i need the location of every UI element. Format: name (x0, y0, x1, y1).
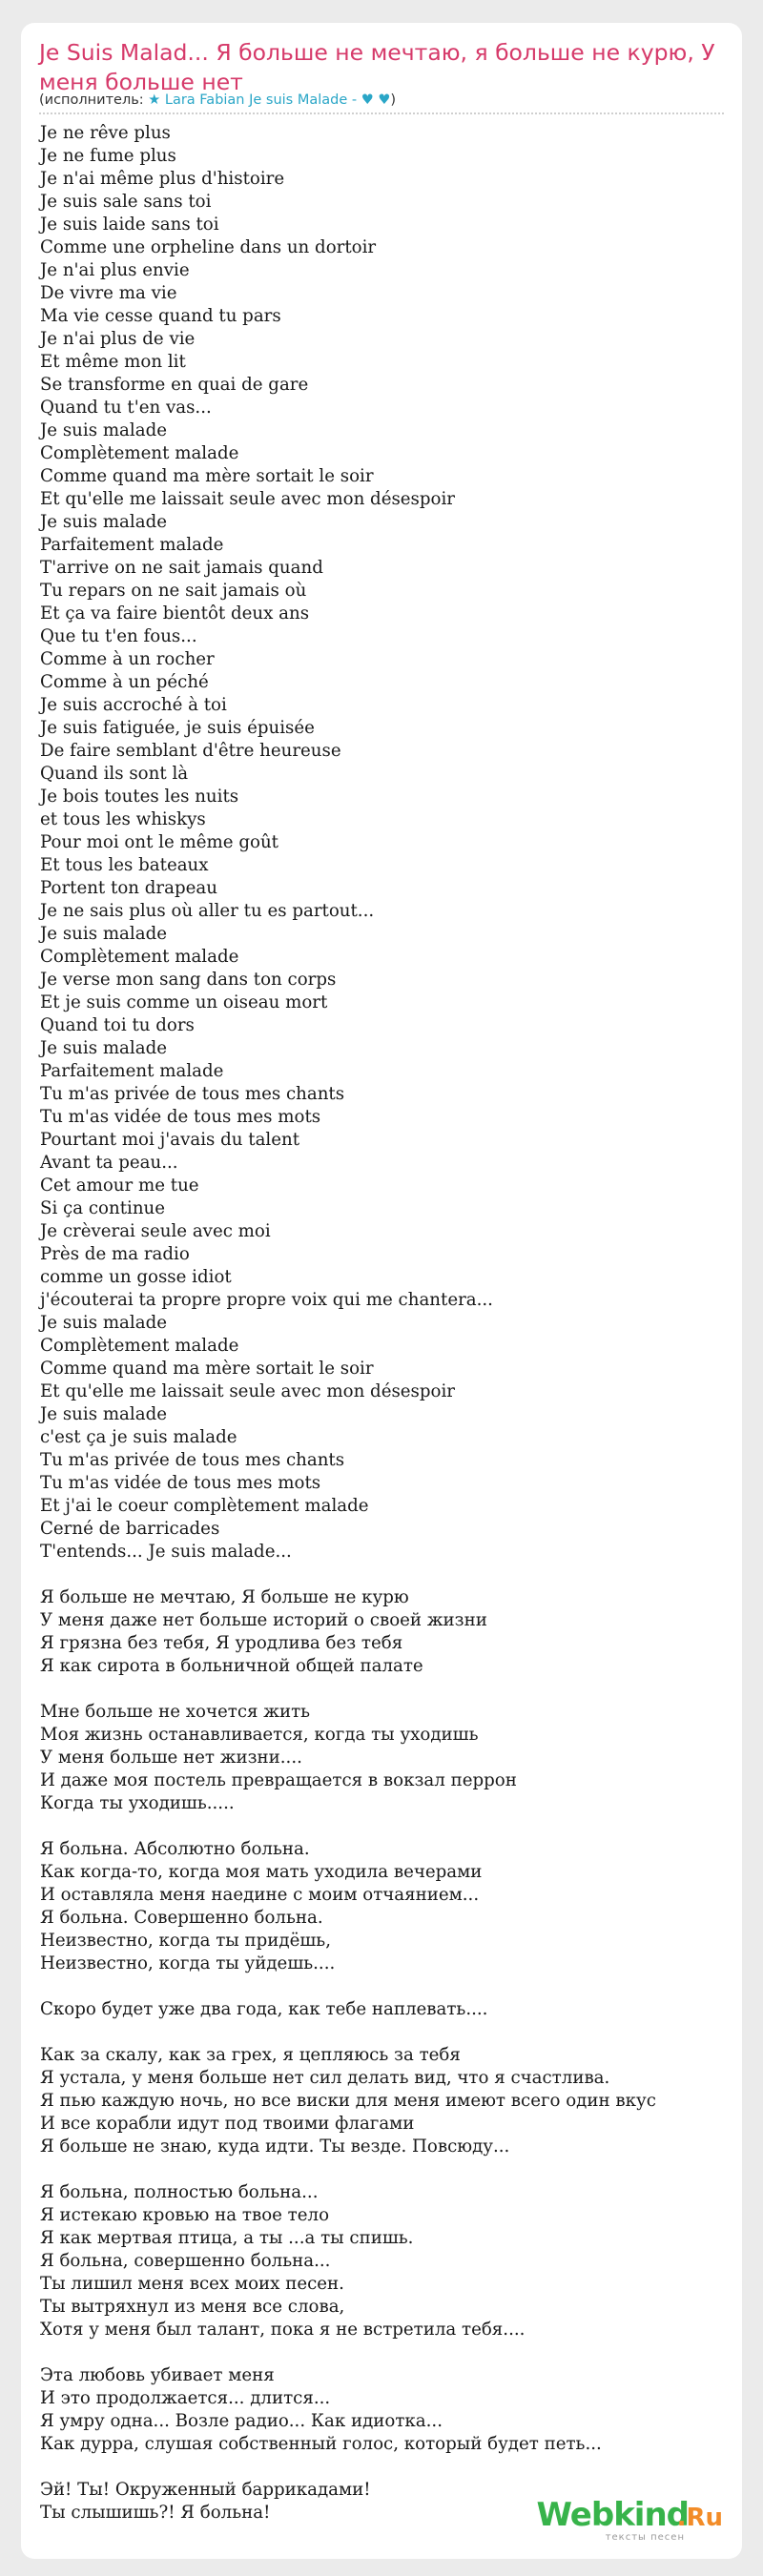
lyric-line (40, 1815, 727, 1838)
lyric-line: Je suis malade (40, 420, 167, 440)
lyric-line: Je suis malade (40, 1404, 167, 1424)
lyric-line: Je crèverai seule avec moi (40, 1221, 271, 1241)
lyric-line: Quand tu t'en vas... (40, 398, 212, 418)
lyric-line: Je suis malade (40, 1038, 167, 1058)
lyric-line: Cerné de barricades (40, 1519, 220, 1539)
lyric-line: И все корабли идут под твоими флагами (40, 2114, 415, 2134)
logo-brand: Webkind (536, 2496, 689, 2534)
lyric-line: Я больна. Абсолютно больна. (40, 1839, 310, 1859)
lyric-line: Et même mon lit (40, 352, 186, 372)
lyric-line: Эта любовь убивает меня (40, 2365, 275, 2385)
lyric-line: Я больше не мечтаю, Я больше не курю (40, 1587, 409, 1607)
lyric-line: Je suis sale sans toi (40, 192, 212, 212)
lyric-line: Моя жизнь останавливается, когда ты уходишь (40, 1725, 479, 1745)
lyric-line: Comme quand ma mère sortait le soir (40, 466, 374, 486)
lyric-line: c'est ça je suis malade (40, 1427, 237, 1447)
lyric-line: Portent ton drapeau (40, 878, 217, 898)
lyric-line: T'arrive on ne sait jamais quand (40, 558, 323, 578)
lyric-line: Et j'ai le coeur complètement malade (40, 1496, 369, 1516)
lyric-line (40, 2158, 727, 2181)
lyric-line: Je n'ai même plus d'histoire (40, 169, 285, 189)
lyric-line: Tu m'as vidée de tous mes mots (40, 1107, 321, 1127)
lyric-line: Parfaitement malade (40, 535, 224, 555)
lyric-line: Я истекаю кровью на твое тело (40, 2205, 330, 2225)
lyric-line: Я устала, у меня больше нет сил делать вид, что я счастлива. (40, 2068, 610, 2088)
lyric-line: У меня даже нет больше историй о своей жизни (40, 1610, 487, 1630)
lyric-line: Tu m'as privée de tous mes chants (40, 1084, 345, 1104)
lyric-line: Как когда-то, когда моя мать уходила вечерами (40, 1862, 483, 1882)
lyric-line (40, 1975, 727, 1998)
lyric-line: Ты вытряхнул из меня все слова, (40, 2297, 345, 2317)
lyric-line: Неизвестно, когда ты придёшь, (40, 1931, 331, 1951)
lyric-line: Et je suis comme un oiseau mort (40, 992, 328, 1012)
lyric-line: Я пью каждую ночь, но все виски для меня имеют всего один вкус (40, 2091, 656, 2111)
lyric-line: Comme une orpheline dans un dortoir (40, 237, 377, 257)
lyric-line: Pourtant moi j'avais du talent (40, 1130, 300, 1150)
artist-link[interactable]: ★ Lara Fabian Je suis Malade - ♥ ♥ (148, 92, 391, 108)
lyric-line: Je suis fatiguée, je suis épuisée (40, 718, 315, 738)
lyric-line: Je ne rêve plus (40, 123, 171, 143)
lyric-line (40, 1564, 727, 1586)
lyric-line: Хотя у меня был талант, пока я не встретила тебя.... (40, 2320, 526, 2340)
artist-suffix: ) (390, 92, 397, 108)
lyric-line: Je verse mon sang dans ton corps (40, 970, 337, 990)
lyric-line: Я больна, совершенно больна... (40, 2251, 331, 2271)
lyric-line: Je suis malade (40, 924, 167, 944)
lyric-line: Près de ma radio (40, 1244, 190, 1264)
lyric-line: Я как мертвая птица, а ты ...а ты спишь. (40, 2228, 414, 2248)
lyric-line: Я грязна без тебя, Я уродлива без тебя (40, 1633, 403, 1653)
lyric-line: Complètement malade (40, 443, 239, 463)
lyric-line: Tu m'as privée de tous mes chants (40, 1450, 345, 1470)
lyric-line: Je suis accroché à toi (40, 695, 227, 715)
lyric-line: И это продолжается... длится... (40, 2388, 331, 2408)
lyric-line: Je n'ai plus envie (40, 260, 190, 280)
lyric-line: Si ça continue (40, 1198, 166, 1218)
lyric-line: De vivre ma vie (40, 283, 177, 303)
lyric-line: И оставляла меня наедине с моим отчаянием... (40, 1885, 480, 1905)
lyric-line: Et ça va faire bientôt deux ans (40, 603, 310, 624)
lyric-line: Я больна. Совершенно больна. (40, 1908, 323, 1928)
lyric-line: Se transforme en quai de gare (40, 375, 309, 395)
lyric-line (40, 2021, 727, 2044)
artist-line (39, 91, 724, 114)
lyric-line: Как дурра, слушая собственный голос, который будет петь... (40, 2434, 602, 2454)
lyric-line: Que tu t'en fous... (40, 626, 197, 646)
lyrics-card (21, 23, 742, 2559)
lyric-line: Je bois toutes les nuits (40, 787, 239, 807)
lyric-line: Ma vie cesse quand tu pars (40, 306, 281, 326)
lyric-line: Et qu'elle me laissait seule avec mon désespoir (40, 489, 455, 509)
lyric-line: Comme quand ma mère sortait le soir (40, 1359, 374, 1379)
lyric-line: Complètement malade (40, 1336, 239, 1356)
lyric-line: Скоро будет уже два года, как тебе наплевать.... (40, 1999, 488, 2019)
lyric-line: Je n'ai plus de vie (40, 329, 196, 349)
lyric-line: Parfaitement malade (40, 1061, 224, 1081)
lyric-line: Complètement malade (40, 947, 239, 967)
lyric-line: Мне больше не хочется жить (40, 1702, 311, 1722)
lyric-line: Когда ты уходишь..... (40, 1793, 235, 1813)
lyric-line: Quand toi tu dors (40, 1015, 195, 1035)
lyric-line: De faire semblant d'être heureuse (40, 741, 341, 761)
lyric-line: Как за скалу, как за грех, я цепляюсь за тебя (40, 2045, 461, 2065)
lyric-line: У меня больше нет жизни.... (40, 1748, 302, 1768)
lyric-line: Et qu'elle me laissait seule avec mon désespoir (40, 1381, 455, 1401)
lyric-line: Ты слышишь?! Я больна! (40, 2503, 271, 2523)
lyric-line: Et tous les bateaux (40, 855, 209, 875)
lyric-line: et tous les whiskys (40, 809, 206, 829)
lyric-line (40, 2341, 727, 2364)
lyric-line: Avant ta peau... (40, 1153, 178, 1173)
lyric-line: Я больше не знаю, куда идти. Ты везде. Повсюду... (40, 2136, 510, 2157)
lyric-line: j'écouterai ta propre propre voix qui me chantera... (40, 1290, 493, 1310)
lyric-line: Quand ils sont là (40, 764, 189, 784)
lyric-line: comme un gosse idiot (40, 1267, 232, 1287)
logo-tagline: тексты песен (605, 2532, 685, 2543)
lyric-line: И даже моя постель превращается в вокзал перрон (40, 1770, 517, 1790)
lyric-line: Неизвестно, когда ты уйдешь.... (40, 1953, 336, 1973)
lyric-line: Я умру одна... Возле радио... Как идиотка... (40, 2411, 443, 2431)
lyric-line: Я как сирота в больничной общей палате (40, 1656, 423, 1676)
lyric-line: Je suis laide sans toi (40, 215, 219, 235)
lyric-line: Эй! Ты! Окруженный баррикадами! (40, 2480, 371, 2500)
logo-tld: .Ru (676, 2504, 723, 2532)
lyric-line (40, 1678, 727, 1701)
lyric-line: Comme à un péché (40, 672, 209, 692)
site-logo[interactable] (532, 2496, 723, 2545)
lyric-line: Ты лишил меня всех моих песен. (40, 2274, 344, 2294)
lyric-line: Je ne sais plus où aller tu es partout... (40, 901, 375, 921)
lyric-line: Cet amour me tue (40, 1176, 199, 1196)
lyrics-text (40, 122, 727, 2525)
lyric-line: Tu repars on ne sait jamais où (40, 581, 307, 601)
lyric-line (40, 2456, 727, 2479)
artist-prefix: (исполнитель: (39, 92, 149, 108)
lyric-line: Je ne fume plus (40, 146, 176, 166)
lyric-line: Je suis malade (40, 512, 167, 532)
lyric-line: Tu m'as vidée de tous mes mots (40, 1473, 321, 1493)
lyric-line: Pour moi ont le même goût (40, 832, 278, 852)
lyric-line: T'entends... Je suis malade... (40, 1542, 292, 1562)
song-title: Je Suis Malad... Я больше не мечтаю, я больше не курю, У меня больше нет (39, 39, 715, 95)
lyric-line: Je suis malade (40, 1313, 167, 1333)
lyric-line: Comme à un rocher (40, 649, 215, 669)
lyric-line: Я больна, полностью больна... (40, 2182, 319, 2202)
